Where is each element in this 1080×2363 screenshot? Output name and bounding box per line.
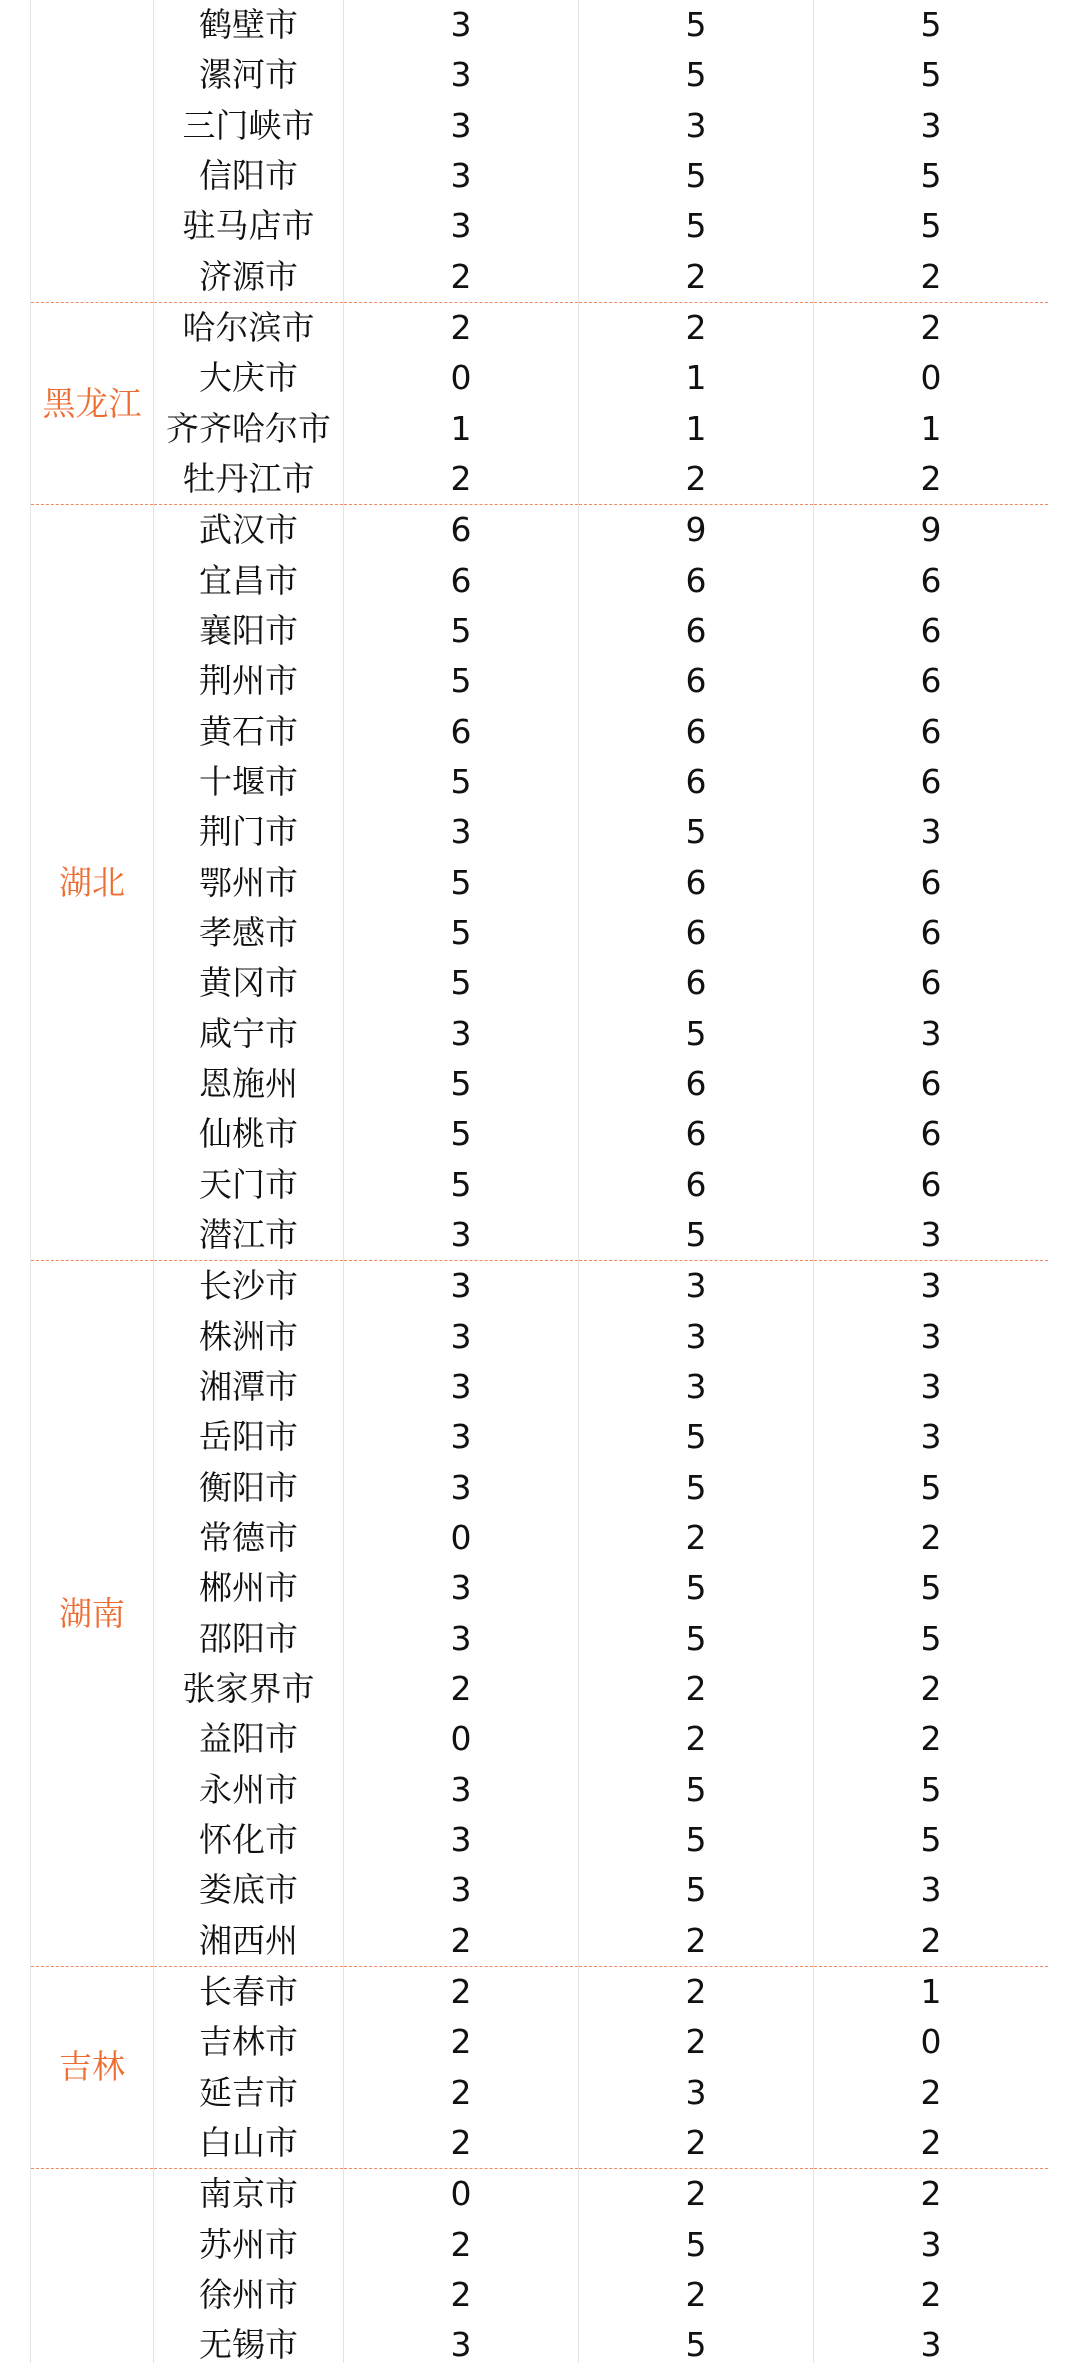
table-row: [31, 353, 1049, 403]
value-cell-3: 5: [814, 1764, 1049, 1814]
value-cell-3: 3: [814, 807, 1049, 857]
city-name-cell: 延吉市: [154, 2067, 344, 2117]
value-cell-3: 5: [814, 1563, 1049, 1613]
value-cell-3: 2: [814, 2067, 1049, 2117]
value-cell-1: 2: [344, 1966, 579, 2017]
value-cell-1: 2: [344, 2118, 579, 2169]
value-cell-1: 3: [344, 1563, 579, 1613]
value-cell-2: 5: [579, 1815, 814, 1865]
value-cell-2: 5: [579, 151, 814, 201]
value-cell-1: 3: [344, 1815, 579, 1865]
table-row: [31, 1463, 1049, 1513]
value-cell-2: 2: [579, 1915, 814, 1966]
value-cell-3: 1: [814, 1966, 1049, 2017]
value-cell-3: 3: [814, 2320, 1049, 2363]
value-cell-1: 5: [344, 757, 579, 807]
value-cell-3: 2: [814, 302, 1049, 353]
city-name-cell: 永州市: [154, 1764, 344, 1814]
table-row: [31, 858, 1049, 908]
value-cell-2: 5: [579, 0, 814, 50]
table-row: [31, 958, 1049, 1008]
city-name-cell: 恩施州: [154, 1059, 344, 1109]
city-name-cell: 襄阳市: [154, 606, 344, 656]
table-row: [31, 2219, 1049, 2269]
value-cell-1: 3: [344, 1865, 579, 1915]
value-cell-1: 2: [344, 302, 579, 353]
value-cell-1: 5: [344, 858, 579, 908]
city-name-cell: 牡丹江市: [154, 454, 344, 505]
table-row: [31, 454, 1049, 505]
table-row: [31, 101, 1049, 151]
value-cell-2: 6: [579, 656, 814, 706]
value-cell-3: 5: [814, 1614, 1049, 1664]
province-cell: [31, 2169, 154, 2363]
table-row: [31, 1312, 1049, 1362]
city-name-cell: 潜江市: [154, 1210, 344, 1261]
value-cell-1: 2: [344, 2219, 579, 2269]
table-row: [31, 2067, 1049, 2117]
table-row: [31, 606, 1049, 656]
value-cell-2: 5: [579, 807, 814, 857]
value-cell-2: 9: [579, 505, 814, 556]
table-body: [31, 0, 1049, 2363]
table-row: [31, 1009, 1049, 1059]
value-cell-2: 5: [579, 1009, 814, 1059]
value-cell-1: 6: [344, 505, 579, 556]
table-row: [31, 1563, 1049, 1613]
value-cell-2: 6: [579, 858, 814, 908]
value-cell-2: 5: [579, 2320, 814, 2363]
value-cell-1: 6: [344, 556, 579, 606]
value-cell-1: 5: [344, 656, 579, 706]
value-cell-3: 5: [814, 0, 1049, 50]
value-cell-2: 3: [579, 1312, 814, 1362]
city-name-cell: 荆州市: [154, 656, 344, 706]
value-cell-2: 5: [579, 1764, 814, 1814]
city-name-cell: 鹤壁市: [154, 0, 344, 50]
value-cell-3: 6: [814, 707, 1049, 757]
value-cell-2: 5: [579, 1614, 814, 1664]
city-name-cell: 荆门市: [154, 807, 344, 857]
value-cell-3: 5: [814, 1463, 1049, 1513]
table-row: [31, 807, 1049, 857]
city-name-cell: 株洲市: [154, 1312, 344, 1362]
table-row: [31, 50, 1049, 100]
table-row: [31, 0, 1049, 50]
value-cell-2: 5: [579, 1412, 814, 1462]
city-name-cell: 岳阳市: [154, 1412, 344, 1462]
table-row: [31, 404, 1049, 454]
table-row: [31, 2270, 1049, 2320]
city-score-table: [30, 0, 1048, 2363]
value-cell-2: 6: [579, 606, 814, 656]
city-name-cell: 郴州市: [154, 1563, 344, 1613]
value-cell-3: 2: [814, 1513, 1049, 1563]
table-row: [31, 556, 1049, 606]
value-cell-2: 5: [579, 1563, 814, 1613]
city-name-cell: 衡阳市: [154, 1463, 344, 1513]
value-cell-1: 2: [344, 1664, 579, 1714]
city-name-cell: 长沙市: [154, 1261, 344, 1312]
value-cell-2: 6: [579, 556, 814, 606]
city-name-cell: 张家界市: [154, 1664, 344, 1714]
city-name-cell: 娄底市: [154, 1865, 344, 1915]
value-cell-1: 3: [344, 2320, 579, 2363]
table-row: [31, 505, 1049, 556]
table-row: [31, 1210, 1049, 1261]
table-row: [31, 1109, 1049, 1159]
value-cell-2: 2: [579, 454, 814, 505]
table-row: [31, 201, 1049, 251]
value-cell-3: 6: [814, 908, 1049, 958]
value-cell-1: 2: [344, 1915, 579, 1966]
table-row: [31, 1261, 1049, 1312]
city-name-cell: 长春市: [154, 1966, 344, 2017]
city-name-cell: 宜昌市: [154, 556, 344, 606]
value-cell-3: 6: [814, 757, 1049, 807]
value-cell-2: 5: [579, 1865, 814, 1915]
value-cell-3: 5: [814, 1815, 1049, 1865]
value-cell-1: 5: [344, 1059, 579, 1109]
province-cell: 吉林: [31, 1966, 154, 2168]
value-cell-1: 3: [344, 101, 579, 151]
city-name-cell: 鄂州市: [154, 858, 344, 908]
value-cell-3: 3: [814, 1865, 1049, 1915]
value-cell-2: 6: [579, 908, 814, 958]
value-cell-1: 3: [344, 807, 579, 857]
city-score-table-viewport: [30, 0, 1048, 2363]
value-cell-3: 6: [814, 556, 1049, 606]
value-cell-3: 6: [814, 858, 1049, 908]
value-cell-2: 3: [579, 101, 814, 151]
city-name-cell: 无锡市: [154, 2320, 344, 2363]
value-cell-1: 3: [344, 1312, 579, 1362]
city-name-cell: 黄冈市: [154, 958, 344, 1008]
value-cell-1: 3: [344, 1009, 579, 1059]
city-name-cell: 苏州市: [154, 2219, 344, 2269]
table-row: [31, 2320, 1049, 2363]
value-cell-2: 2: [579, 2270, 814, 2320]
value-cell-1: 3: [344, 1210, 579, 1261]
city-name-cell: 邵阳市: [154, 1614, 344, 1664]
city-name-cell: 仙桃市: [154, 1109, 344, 1159]
value-cell-3: 9: [814, 505, 1049, 556]
value-cell-3: 6: [814, 606, 1049, 656]
value-cell-3: 3: [814, 1009, 1049, 1059]
table-row: [31, 757, 1049, 807]
table-row: [31, 252, 1049, 303]
value-cell-2: 5: [579, 201, 814, 251]
value-cell-3: 3: [814, 2219, 1049, 2269]
table-row: [31, 1915, 1049, 1966]
value-cell-2: 6: [579, 1160, 814, 1210]
value-cell-3: 3: [814, 1261, 1049, 1312]
table-row: [31, 1966, 1049, 2017]
city-name-cell: 三门峡市: [154, 101, 344, 151]
value-cell-3: 3: [814, 1362, 1049, 1412]
value-cell-3: 3: [814, 1312, 1049, 1362]
value-cell-1: 3: [344, 50, 579, 100]
table-row: [31, 1362, 1049, 1412]
table-row: [31, 151, 1049, 201]
value-cell-3: 2: [814, 1714, 1049, 1764]
table-row: [31, 908, 1049, 958]
value-cell-1: 5: [344, 958, 579, 1008]
value-cell-2: 6: [579, 707, 814, 757]
city-name-cell: 黄石市: [154, 707, 344, 757]
value-cell-2: 6: [579, 1059, 814, 1109]
value-cell-2: 3: [579, 1362, 814, 1412]
table-row: [31, 1815, 1049, 1865]
value-cell-2: 2: [579, 1714, 814, 1764]
value-cell-1: 3: [344, 1261, 579, 1312]
city-name-cell: 哈尔滨市: [154, 302, 344, 353]
value-cell-3: 6: [814, 656, 1049, 706]
value-cell-1: 1: [344, 404, 579, 454]
table-row: [31, 707, 1049, 757]
table-row: [31, 1764, 1049, 1814]
value-cell-2: 1: [579, 404, 814, 454]
city-name-cell: 驻马店市: [154, 201, 344, 251]
province-cell: 湖南: [31, 1261, 154, 1967]
value-cell-1: 2: [344, 2017, 579, 2067]
value-cell-2: 2: [579, 1513, 814, 1563]
city-name-cell: 湘潭市: [154, 1362, 344, 1412]
value-cell-1: 5: [344, 908, 579, 958]
value-cell-1: 2: [344, 2270, 579, 2320]
value-cell-1: 2: [344, 252, 579, 303]
table-row: [31, 302, 1049, 353]
value-cell-3: 2: [814, 1915, 1049, 1966]
value-cell-2: 6: [579, 1109, 814, 1159]
table-row: [31, 2017, 1049, 2067]
value-cell-3: 6: [814, 1109, 1049, 1159]
value-cell-2: 1: [579, 353, 814, 403]
value-cell-1: 2: [344, 2067, 579, 2117]
value-cell-1: 3: [344, 1362, 579, 1412]
value-cell-3: 2: [814, 2118, 1049, 2169]
city-name-cell: 信阳市: [154, 151, 344, 201]
value-cell-2: 5: [579, 1463, 814, 1513]
value-cell-1: 3: [344, 1412, 579, 1462]
value-cell-3: 3: [814, 1210, 1049, 1261]
value-cell-2: 2: [579, 252, 814, 303]
value-cell-2: 2: [579, 2118, 814, 2169]
city-name-cell: 漯河市: [154, 50, 344, 100]
city-name-cell: 济源市: [154, 252, 344, 303]
value-cell-1: 3: [344, 1764, 579, 1814]
value-cell-1: 6: [344, 707, 579, 757]
city-name-cell: 咸宁市: [154, 1009, 344, 1059]
value-cell-1: 3: [344, 201, 579, 251]
value-cell-1: 3: [344, 1463, 579, 1513]
value-cell-2: 2: [579, 1966, 814, 2017]
value-cell-3: 2: [814, 252, 1049, 303]
city-name-cell: 徐州市: [154, 2270, 344, 2320]
province-cell: 湖北: [31, 505, 154, 1261]
value-cell-2: 3: [579, 2067, 814, 2117]
value-cell-3: 5: [814, 50, 1049, 100]
table-row: [31, 1059, 1049, 1109]
city-name-cell: 怀化市: [154, 1815, 344, 1865]
value-cell-3: 2: [814, 2169, 1049, 2220]
value-cell-2: 5: [579, 2219, 814, 2269]
value-cell-1: 5: [344, 1109, 579, 1159]
value-cell-3: 0: [814, 353, 1049, 403]
value-cell-2: 3: [579, 1261, 814, 1312]
value-cell-1: 2: [344, 454, 579, 505]
table-row: [31, 1412, 1049, 1462]
city-name-cell: 天门市: [154, 1160, 344, 1210]
value-cell-3: 5: [814, 201, 1049, 251]
value-cell-3: 1: [814, 404, 1049, 454]
city-name-cell: 吉林市: [154, 2017, 344, 2067]
value-cell-1: 0: [344, 353, 579, 403]
table-row: [31, 1865, 1049, 1915]
value-cell-3: 5: [814, 151, 1049, 201]
value-cell-1: 0: [344, 1513, 579, 1563]
city-name-cell: 湘西州: [154, 1915, 344, 1966]
table-row: [31, 2118, 1049, 2169]
value-cell-2: 2: [579, 2017, 814, 2067]
table-row: [31, 1614, 1049, 1664]
city-name-cell: 白山市: [154, 2118, 344, 2169]
table-row: [31, 1160, 1049, 1210]
value-cell-3: 6: [814, 1160, 1049, 1210]
city-name-cell: 益阳市: [154, 1714, 344, 1764]
table-row: [31, 1513, 1049, 1563]
value-cell-3: 3: [814, 1412, 1049, 1462]
value-cell-1: 3: [344, 0, 579, 50]
city-name-cell: 大庆市: [154, 353, 344, 403]
city-name-cell: 孝感市: [154, 908, 344, 958]
value-cell-1: 5: [344, 606, 579, 656]
table-row: [31, 1714, 1049, 1764]
value-cell-3: 6: [814, 1059, 1049, 1109]
table-row: [31, 656, 1049, 706]
value-cell-2: 5: [579, 50, 814, 100]
value-cell-2: 6: [579, 757, 814, 807]
city-name-cell: 武汉市: [154, 505, 344, 556]
value-cell-1: 0: [344, 2169, 579, 2220]
value-cell-3: 0: [814, 2017, 1049, 2067]
province-cell: 黑龙江: [31, 302, 154, 504]
value-cell-2: 2: [579, 1664, 814, 1714]
city-name-cell: 齐齐哈尔市: [154, 404, 344, 454]
value-cell-3: 2: [814, 2270, 1049, 2320]
value-cell-2: 2: [579, 302, 814, 353]
city-name-cell: 南京市: [154, 2169, 344, 2220]
value-cell-1: 3: [344, 151, 579, 201]
table-row: [31, 2169, 1049, 2220]
province-cell: [31, 0, 154, 302]
table-row: [31, 1664, 1049, 1714]
value-cell-2: 5: [579, 1210, 814, 1261]
value-cell-3: 2: [814, 454, 1049, 505]
value-cell-2: 2: [579, 2169, 814, 2220]
value-cell-1: 3: [344, 1614, 579, 1664]
value-cell-3: 6: [814, 958, 1049, 1008]
city-name-cell: 十堰市: [154, 757, 344, 807]
value-cell-3: 2: [814, 1664, 1049, 1714]
value-cell-3: 3: [814, 101, 1049, 151]
city-name-cell: 常德市: [154, 1513, 344, 1563]
value-cell-1: 0: [344, 1714, 579, 1764]
value-cell-2: 6: [579, 958, 814, 1008]
value-cell-1: 5: [344, 1160, 579, 1210]
